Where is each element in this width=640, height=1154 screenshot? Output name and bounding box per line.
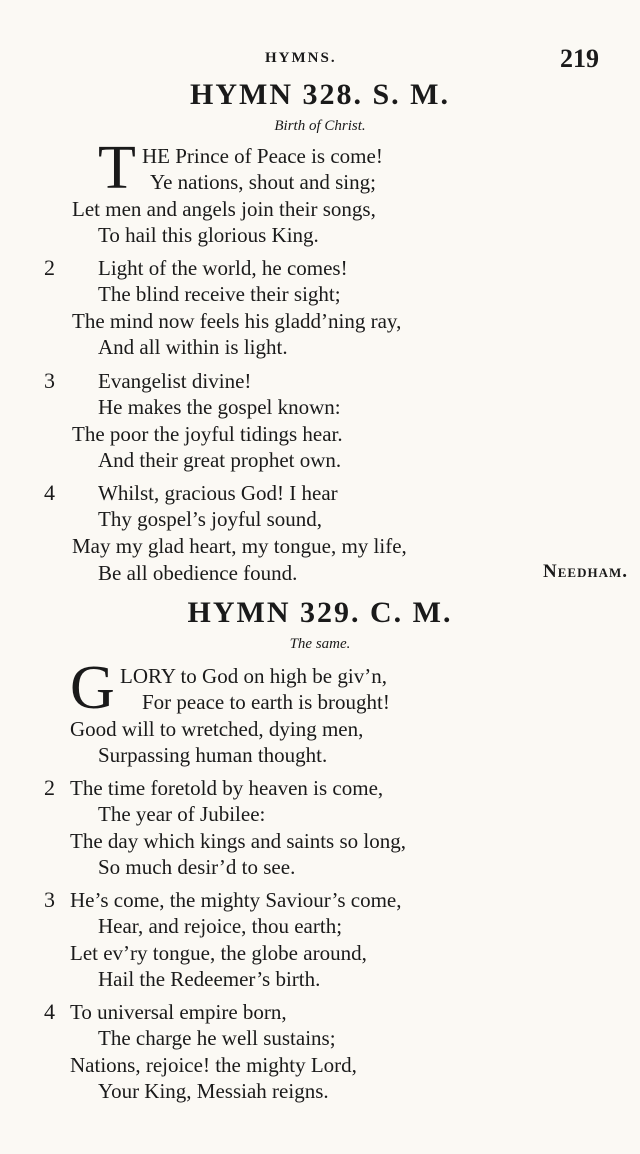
hymn-329-v3-l2: Hear, and rejoice, thou earth; bbox=[98, 914, 343, 938]
hymn-328-v4-number: 4 bbox=[44, 480, 55, 505]
hymn-329-subtitle: The same. bbox=[289, 636, 351, 652]
hymn-328-v4-l4: Be all obedience found. bbox=[98, 561, 298, 585]
hymn-328-v4-l1: Whilst, gracious God! I hear bbox=[98, 481, 338, 505]
hymn-329-heading: HYMN 329. C. M. bbox=[187, 596, 453, 629]
hymn-329-v4-number: 4 bbox=[44, 999, 55, 1024]
hymn-328-v3-l4: And their great prophet own. bbox=[98, 448, 342, 472]
hymn-329-v2-l4: So much desir’d to see. bbox=[98, 855, 296, 879]
hymn-328-v2-l1: Light of the world, he comes! bbox=[98, 256, 348, 280]
hymn-329-v4-l3: Nations, rejoice! the mighty Lord, bbox=[70, 1053, 357, 1077]
hymn-328-v2-l4: And all within is light. bbox=[98, 335, 288, 359]
hymn-329-v1-l4: Surpassing human thought. bbox=[98, 743, 328, 767]
hymn-328-v2-number: 2 bbox=[44, 255, 55, 280]
hymn-329-v2-l1: The time foretold by heaven is come, bbox=[70, 776, 384, 800]
hymn-328-v2-l3: The mind now feels his gladd’ning ray, bbox=[72, 309, 402, 333]
hymn-328-v3-number: 3 bbox=[44, 368, 55, 393]
hymn-328-v3-l3: The poor the joyful tidings hear. bbox=[72, 422, 343, 446]
hymn-329-v1-l3: Good will to wretched, dying men, bbox=[70, 717, 364, 741]
hymn-329-v4-l1: To universal empire born, bbox=[70, 1000, 287, 1024]
hymn-328-v3-l1: Evangelist divine! bbox=[98, 369, 252, 393]
hymn-329-v3-l4: Hail the Redeemer’s birth. bbox=[98, 967, 321, 991]
hymn-328-v1-l4: To hail this glorious King. bbox=[98, 223, 319, 247]
hymn-329-v3-number: 3 bbox=[44, 887, 55, 912]
hymn-328-heading: HYMN 328. S. M. bbox=[190, 78, 450, 111]
hymn-328-v1-l2: Ye nations, shout and sing; bbox=[150, 170, 376, 194]
page-number: 219 bbox=[560, 44, 599, 73]
hymn-328-v4-l3: May my glad heart, my tongue, my life, bbox=[72, 534, 407, 558]
hymn-329-v4-l2: The charge he well sustains; bbox=[98, 1026, 336, 1050]
hymn-328-v4-l2: Thy gospel’s joyful sound, bbox=[98, 507, 322, 531]
hymn-328-dropcap: T bbox=[98, 134, 136, 202]
tune-name: Needham. bbox=[543, 561, 628, 582]
hymn-329-v4-l4: Your King, Messiah reigns. bbox=[98, 1079, 329, 1103]
running-head bbox=[0, 44, 640, 78]
hymn-328-v2-l2: The blind receive their sight; bbox=[98, 282, 341, 306]
hymn-329-v2-number: 2 bbox=[44, 775, 55, 800]
hymn-329-v3-l1: He’s come, the mighty Saviour’s come, bbox=[70, 888, 402, 912]
hymn-329-v1-l2: For peace to earth is brought! bbox=[142, 690, 390, 714]
hymn-328-v1-l1: HE Prince of Peace is come! bbox=[142, 144, 383, 168]
hymn-329-v3-l3: Let ev’ry tongue, the globe around, bbox=[70, 941, 367, 965]
hymn-328-v3-l2: He makes the gospel known: bbox=[98, 395, 341, 419]
hymn-328-subtitle: Birth of Christ. bbox=[274, 118, 366, 134]
running-title: HYMNS. bbox=[265, 50, 337, 66]
hymn-329-v2-l2: The year of Jubilee: bbox=[98, 802, 266, 826]
hymn-329-dropcap: G bbox=[70, 654, 115, 722]
hymn-329-v2-l3: The day which kings and saints so long, bbox=[70, 829, 406, 853]
hymn-328-v1-l3: Let men and angels join their songs, bbox=[72, 197, 376, 221]
hymn-329-v1-l1: LORY to God on high be giv’n, bbox=[120, 664, 387, 688]
